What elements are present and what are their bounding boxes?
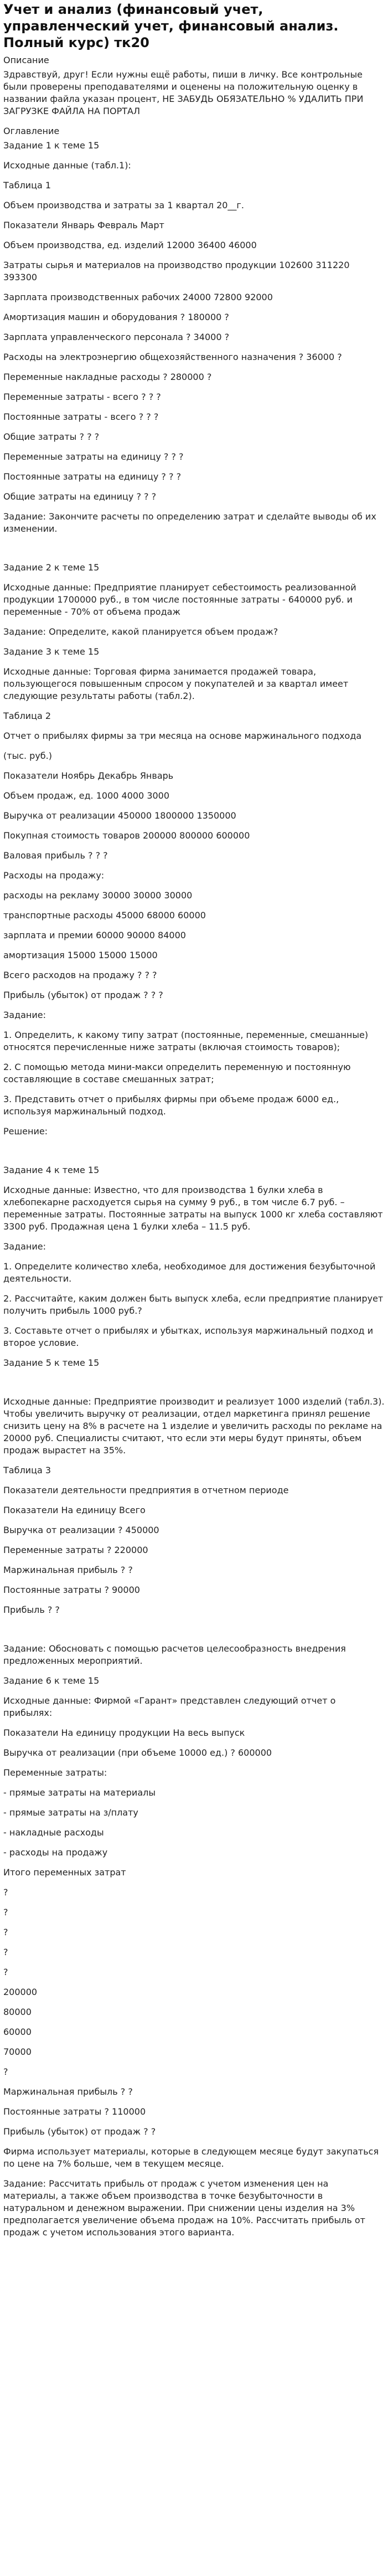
paragraph: Задание 6 к теме 15 <box>3 1675 100 1686</box>
paragraph: 2. Рассчитайте, каким должен быть выпуск хлеба, если предприятие планирует получить прибыль 1000 руб.? <box>3 1293 384 1316</box>
paragraph: Покупная стоимость товаров 200000 800000 600000 <box>3 830 250 841</box>
paragraph: Показатели Ноябрь Декабрь Январь <box>3 770 174 781</box>
paragraph: Фирма использует материалы, которые в следующем месяце будут закупаться по цене на 7% больше, чем в текущем месяце. <box>3 2146 379 2169</box>
document-body <box>3 140 385 2239</box>
section-gap <box>3 543 385 562</box>
paragraph: Амортизация машин и оборудования ? 180000 ? <box>3 312 229 322</box>
paragraph: Задание 5 к теме 15 <box>3 1358 100 1368</box>
paragraph: расходы на рекламу 30000 30000 30000 <box>3 890 193 901</box>
paragraph: Задание 2 к теме 15 <box>3 562 100 573</box>
paragraph: Постоянные затраты на единицу ? ? ? <box>3 471 182 482</box>
paragraph: Итого переменных затрат <box>3 1867 126 1878</box>
paragraph: Переменные затраты - всего ? ? ? <box>3 392 161 402</box>
paragraph: ? <box>3 2066 8 2077</box>
document-page <box>0 1 388 2239</box>
paragraph: Задание 4 к теме 15 <box>3 1165 100 1175</box>
paragraph: Исходные данные: Предприятие планирует себестоимость реализованной продукции 1700000 руб., в том числе постоянные затраты - 640000 руб. и переменные - 70% от объема продаж <box>3 582 356 617</box>
paragraph: Исходные данные: Торговая фирма занимается продажей товара, пользующегося повышенным спросом у покупателей и за квартал имеет следующие результаты работы (табл.2). <box>3 666 349 701</box>
paragraph: Затраты сырья и материалов на производство продукции 102600 311220 393300 <box>3 260 350 282</box>
paragraph: Выручка от реализации ? 450000 <box>3 1525 159 1535</box>
paragraph: Переменные накладные расходы ? 280000 ? <box>3 372 212 382</box>
section-gap <box>3 1377 385 1396</box>
paragraph: 200000 <box>3 1987 38 1997</box>
paragraph: Отчет о прибылях фирмы за три месяца на основе маржинального подхода <box>3 731 362 741</box>
paragraph: Постоянные затраты - всего ? ? ? <box>3 412 159 422</box>
paragraph: Таблица 1 <box>3 180 51 191</box>
paragraph: Задание: Рассчитать прибыль от продаж с учетом изменения цен на материалы, а также объем производства в точке безубыточности в натуральном и денежном выражении. При снижении цены изделия на 3% предполагается увеличение объема продаж на 10%. Рассчитать прибыль от продаж с учетом использования этого варианта. <box>3 2178 365 2238</box>
paragraph: - прямые затраты на з/плату <box>3 1807 138 1818</box>
paragraph: Общие затраты на единицу ? ? ? <box>3 491 157 502</box>
paragraph: Решение: <box>3 1126 48 1137</box>
paragraph: Объем производства, ед. изделий 12000 36400 46000 <box>3 240 257 250</box>
paragraph: Маржинальная прибыль ? ? <box>3 1565 133 1575</box>
paragraph: Переменные затраты ? 220000 <box>3 1545 148 1555</box>
paragraph: - расходы на продажу <box>3 1847 108 1858</box>
paragraph: Задание: Закончите расчеты по определению затрат и сделайте выводы об их изменении. <box>3 511 376 534</box>
paragraph: Объем продаж, ед. 1000 4000 3000 <box>3 790 170 801</box>
paragraph: Постоянные затраты ? 90000 <box>3 1585 140 1595</box>
paragraph: Расходы на продажу: <box>3 870 105 881</box>
paragraph: Задание: Обосновать с помощью расчетов целесообразность внедрения предложенных мероприятий. <box>3 1643 346 1666</box>
paragraph: Показатели деятельности предприятия в отчетном периоде <box>3 1485 289 1495</box>
paragraph: Всего расходов на продажу ? ? ? <box>3 970 157 980</box>
paragraph: ? <box>3 1947 8 1957</box>
paragraph: Переменные затраты: <box>3 1767 107 1778</box>
paragraph: 60000 <box>3 2027 32 2037</box>
paragraph: Задание: <box>3 1241 46 1252</box>
paragraph: Прибыль ? ? <box>3 1605 60 1615</box>
paragraph: Расходы на электроэнергию общехозяйственного назначения ? 36000 ? <box>3 352 342 362</box>
paragraph: Задание 3 к теме 15 <box>3 646 100 657</box>
paragraph: Исходные данные: Предприятие производит и реализует 1000 изделий (табл.3). Чтобы увеличить выручку от реализации, отдел маркетинга принял решение снизить цену на 8% в расчете на 1 изделие и увеличить расходы по рекламе на 20000 руб. Специалисты считают, что если эти меры будут приняты, объем продаж вырастет на 35%. <box>3 1396 385 1456</box>
paragraph: 2. С помощью метода мини-макси определить переменную и постоянную составляющие в составе смешанных затрат; <box>3 1062 351 1084</box>
paragraph: ? <box>3 1887 8 1898</box>
paragraph: ? <box>3 1907 8 1917</box>
paragraph: Переменные затраты на единицу ? ? ? <box>3 451 184 462</box>
paragraph: 70000 <box>3 2047 32 2057</box>
description-label: Описание <box>3 55 49 65</box>
paragraph: Зарплата управленческого персонала ? 34000 ? <box>3 332 230 342</box>
paragraph: Таблица 3 <box>3 1465 51 1475</box>
paragraph: ? <box>3 1967 8 1977</box>
paragraph: ? <box>3 1927 8 1937</box>
paragraph: Прибыль (убыток) от продаж ? ? ? <box>3 990 163 1000</box>
intro-text: Здравствуй, друг! Если нужны ещё работы, пиши в личку. Все контрольные были проверены преподавателями и оценены на положительную оценку в названии файла указан процент, НЕ ЗАБУДЬ ОБЯЗАТЕЛЬНО % УДАЛИТЬ ПРИ ЗАГРУЗКЕ ФАЙЛА НА ПОРТАЛ <box>3 69 364 116</box>
paragraph: 80000 <box>3 2007 32 2017</box>
paragraph: (тыс. руб.) <box>3 750 52 761</box>
paragraph: - прямые затраты на материалы <box>3 1787 156 1798</box>
toc-label: Оглавление <box>3 126 60 136</box>
paragraph: Показатели На единицу продукции На весь выпуск <box>3 1727 245 1738</box>
paragraph: Исходные данные (табл.1): <box>3 160 131 171</box>
paragraph: Валовая прибыль ? ? ? <box>3 850 108 861</box>
paragraph: Задание: Определите, какой планируется объем продаж? <box>3 626 278 637</box>
paragraph: Таблица 2 <box>3 711 51 721</box>
paragraph: Зарплата производственных рабочих 24000 72800 92000 <box>3 292 273 302</box>
paragraph: Прибыль (убыток) от продаж ? ? <box>3 2126 156 2137</box>
paragraph: амортизация 15000 15000 15000 <box>3 950 158 960</box>
paragraph: 3. Составьте отчет о прибылях и убытках, используя маржинальный подход и второе условие. <box>3 1325 374 1348</box>
paragraph: зарплата и премии 60000 90000 84000 <box>3 930 186 940</box>
section-gap <box>3 1145 385 1164</box>
paragraph: Показатели На единицу Всего <box>3 1505 146 1515</box>
paragraph: Исходные данные: Известно, что для производства 1 булки хлеба в хлебопекарне расходуется сырья на сумму 9 руб., в том числе 6.7 руб. – переменные затраты. Постоянные затраты на выпуск 1000 кг хлеба составляют 3300 руб. Продажная цена 1 булки хлеба – 11.5 руб. <box>3 1185 383 1232</box>
paragraph: транспортные расходы 45000 68000 60000 <box>3 910 206 921</box>
paragraph: Выручка от реализации 450000 1800000 1350000 <box>3 810 236 821</box>
paragraph: 3. Представить отчет о прибылях фирмы при объеме продаж 6000 ед., используя маржинальный подход. <box>3 1094 339 1117</box>
section-gap <box>3 1624 385 1643</box>
paragraph: Общие затраты ? ? ? <box>3 431 100 442</box>
paragraph: Постоянные затраты ? 110000 <box>3 2106 146 2117</box>
paragraph: Исходные данные: Фирмой «Гарант» представлен следующий отчет о прибылях: <box>3 1695 336 1718</box>
page-title: Учет и анализ (финансовый учет, управленческий учет, финансовый анализ. Полный курс) тк20 <box>3 2 339 50</box>
paragraph: Задание 1 к теме 15 <box>3 140 100 151</box>
paragraph: Задание: <box>3 1010 46 1020</box>
paragraph: 1. Определите количество хлеба, необходимое для достижения безубыточной деятельности. <box>3 1261 376 1284</box>
paragraph: Выручка от реализации (при объеме 10000 ед.) ? 600000 <box>3 1747 272 1758</box>
paragraph: - накладные расходы <box>3 1827 104 1838</box>
paragraph: Объем производства и затраты за 1 квартал 20__г. <box>3 200 244 210</box>
paragraph: 1. Определить, к какому типу затрат (постоянные, переменные, смешанные) относятся перечисленные ниже затраты (включая стоимость товаров); <box>3 1030 369 1052</box>
paragraph: Маржинальная прибыль ? ? <box>3 2086 133 2097</box>
paragraph: Показатели Январь Февраль Март <box>3 220 164 230</box>
